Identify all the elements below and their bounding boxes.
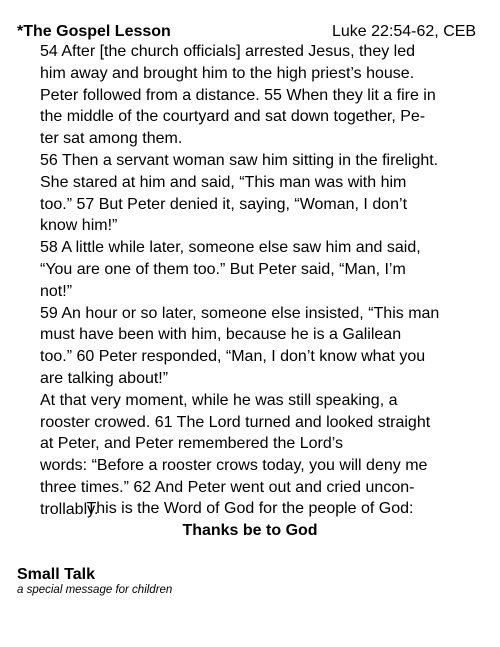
- scripture-line: At that very moment, while he was still speaking, a: [40, 391, 398, 409]
- scripture-line: must have been with him, because he is a Galilean: [40, 326, 402, 344]
- scripture-line: “You are one of them too.” But Peter said, “Man, I’m: [40, 260, 406, 278]
- response-answer: Thanks be to God: [182, 522, 318, 539]
- small-talk-subtitle: a special message for children: [17, 584, 173, 596]
- scripture-line: the middle of the courtyard and sat down together, Pe-: [40, 108, 426, 126]
- scripture-line: words: “Before a rooster crows today, you will deny me: [40, 457, 428, 475]
- response-call: This is the Word of God for the people of God:: [86, 500, 414, 517]
- scripture-line: 58 A little while later, someone else saw him and said,: [40, 239, 421, 257]
- scripture-line: not!”: [40, 282, 73, 300]
- scripture-line: Peter followed from a distance. 55 When they lit a fire in: [40, 86, 436, 104]
- scripture-line: 56 Then a servant woman saw him sitting in the firelight.: [40, 151, 439, 169]
- scripture-line: trollably.: [40, 500, 99, 518]
- scripture-line: too.” 60 Peter responded, “Man, I don’t know what you: [40, 348, 426, 366]
- scripture-line: three times.” 62 And Peter went out and cried uncon-: [40, 478, 415, 496]
- scripture-line: She stared at him and said, “This man was with him: [40, 173, 407, 191]
- scripture-line: ter sat among them.: [40, 130, 183, 148]
- scripture-line: him away and brought him to the high priest’s house.: [40, 64, 415, 82]
- scripture-passage: [40, 41, 490, 521]
- scripture-line: 54 After [the church officials] arrested Jesus, they led: [40, 43, 416, 60]
- scripture-line: know him!”: [40, 217, 118, 235]
- scripture-line: 59 An hour or so later, someone else insisted, “This man: [40, 304, 440, 322]
- gospel-heading: [17, 21, 492, 43]
- scripture-line: at Peter, and Peter remembered the Lord’s: [40, 435, 343, 453]
- scripture-line: rooster crowed. 61 The Lord turned and looked straight: [40, 413, 431, 431]
- gospel-lesson-title: *The Gospel Lesson: [17, 23, 171, 40]
- scripture-line: too.” 57 But Peter denied it, saying, “Woman, I don’t: [40, 195, 408, 213]
- small-talk-heading: Small Talk: [17, 566, 95, 583]
- scripture-line: are talking about!”: [40, 369, 169, 387]
- scripture-reference: Luke 22:54-62, CEB: [332, 23, 477, 40]
